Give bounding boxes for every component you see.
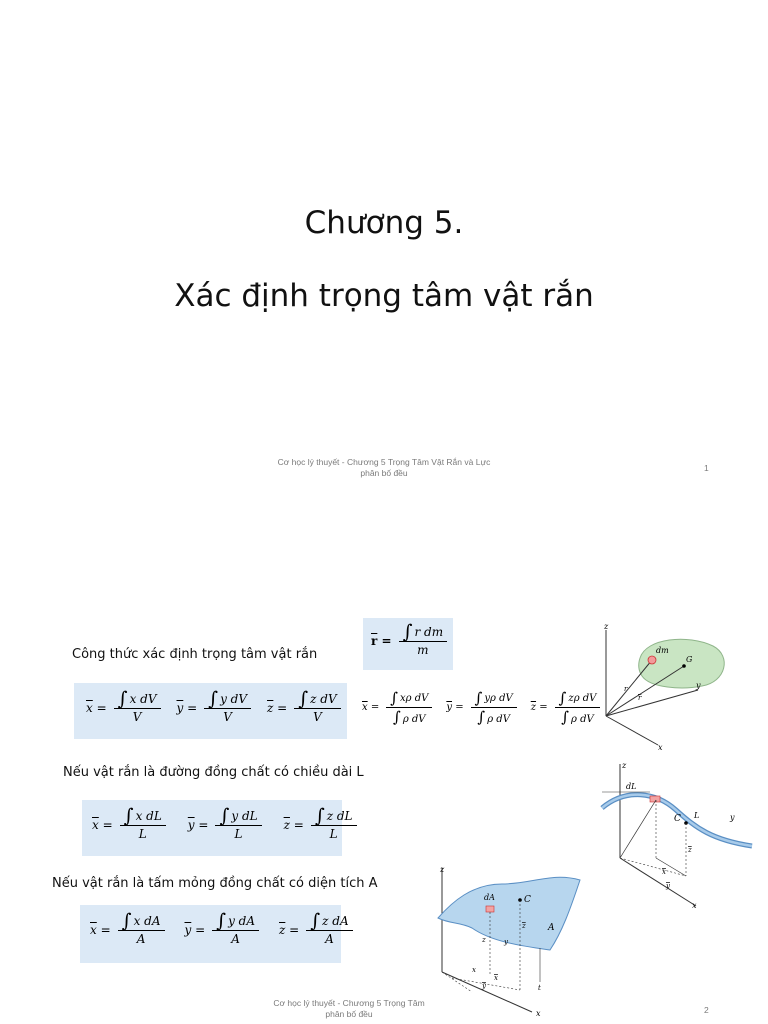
line-l-label: L [694,811,700,820]
plate-formula-x: $\overline{x}$ = ∫ x dA A [90,913,165,946]
plate-x-label: x [472,966,476,974]
body-dm-label: dm [656,646,669,655]
plate-axis-z-label: z [440,865,445,874]
slide-2-page-number: 2 [704,1005,709,1015]
plate-body-heading: Nếu vật rắn là tấm mỏng đồng chất có diện tích A [52,876,378,891]
footer-line-1: Cơ học lý thuyết - Chương 5 Trọng Tâm Vật Rắn và Lực [277,457,491,467]
plate-y-label: y [504,938,508,946]
volume-formula-x: $\overline{x}$ = ∫ x dV V [86,691,161,724]
line-formula-y: $\overline{y}$ = ∫ y dL L [188,808,262,841]
chapter-number-title: Chương 5. [304,205,464,241]
plate-formula-box [80,905,349,963]
line-formula-box [82,800,353,856]
volume-formula-box [74,683,347,739]
plate-zbar-label: z [522,922,526,930]
body-rbar-label: r [638,694,642,702]
density-formula-y: $\overline{y}$ = ∫ yρ dV ∫ ρ dV [446,690,516,725]
plate-axis-x-label: x [536,1009,541,1018]
slide-2-footer [249,998,449,1020]
plate-ybar-label: y [482,982,486,990]
footer-line-2: phân bố đều [325,1009,373,1019]
line-body-figure [596,758,758,912]
plate-formula-y: $\overline{y}$ = ∫ y dA A [185,913,260,946]
line-ybar-label: y [666,882,670,890]
vector-numerator: r dm [414,625,444,639]
plate-body-figure [432,862,582,1018]
line-formula-x: $\overline{x}$ = ∫ x dL L [92,808,166,841]
slide-1-footer [249,457,519,479]
plate-da-label: dA [484,893,495,902]
plate-t-label: t [538,984,541,992]
volume-formula-y: $\overline{y}$ = ∫ y dV V [177,691,252,724]
rigid-body-figure [598,620,730,752]
plate-z-label: z [482,936,486,944]
body-g-label: G [686,655,693,664]
vector-formula-box: $\overline{r}$ = ∫ r dm m [363,618,453,670]
density-formula-x: $\overline{x}$ = ∫ xρ dV ∫ ρ dV [362,690,432,725]
plate-c-label: C [524,895,531,905]
body-axis-y-label: y [696,681,701,690]
body-r-label: r [624,685,628,693]
density-formula-z: $\overline{z}$ = ∫ zρ dV ∫ ρ dV [531,690,601,725]
line-axis-x-label: x [692,901,697,910]
chapter-title: Xác định trọng tâm vật rắn [174,278,594,314]
density-formula-row [362,690,600,725]
plate-formula-z: $\overline{z}$ = ∫ z dA A [279,913,353,946]
vector-lhs: $\overline{r}$ [371,633,378,648]
footer-line-2: phân bố đều [360,468,408,478]
line-dl-label: dL [626,782,637,791]
line-body-heading: Nếu vật rắn là đường đồng chất có chiều dài L [63,765,364,780]
plate-xbar-label: x [494,974,498,982]
line-zbar-label: z [688,846,692,854]
line-xbar-label: x [662,868,666,876]
vector-denominator: m [417,643,429,657]
body-axis-z-label: z [604,622,609,631]
centroid-formula-heading: Công thức xác định trọng tâm vật rắn [72,647,318,662]
plate-a-label: A [548,923,555,933]
line-c-label: C [674,814,681,824]
footer-line-1: Cơ học lý thuyết - Chương 5 Trọng Tâm [273,998,425,1008]
volume-formula-z: $\overline{z}$ = ∫ z dV V [267,691,341,724]
line-axis-z-label: z [622,761,627,770]
slide-2 [0,512,768,1024]
body-axis-x-label: x [658,743,663,752]
line-axis-y-label: y [730,813,735,822]
line-formula-z: $\overline{z}$ = ∫ z dL L [284,808,357,841]
slide-1-page-number: 1 [704,463,709,473]
